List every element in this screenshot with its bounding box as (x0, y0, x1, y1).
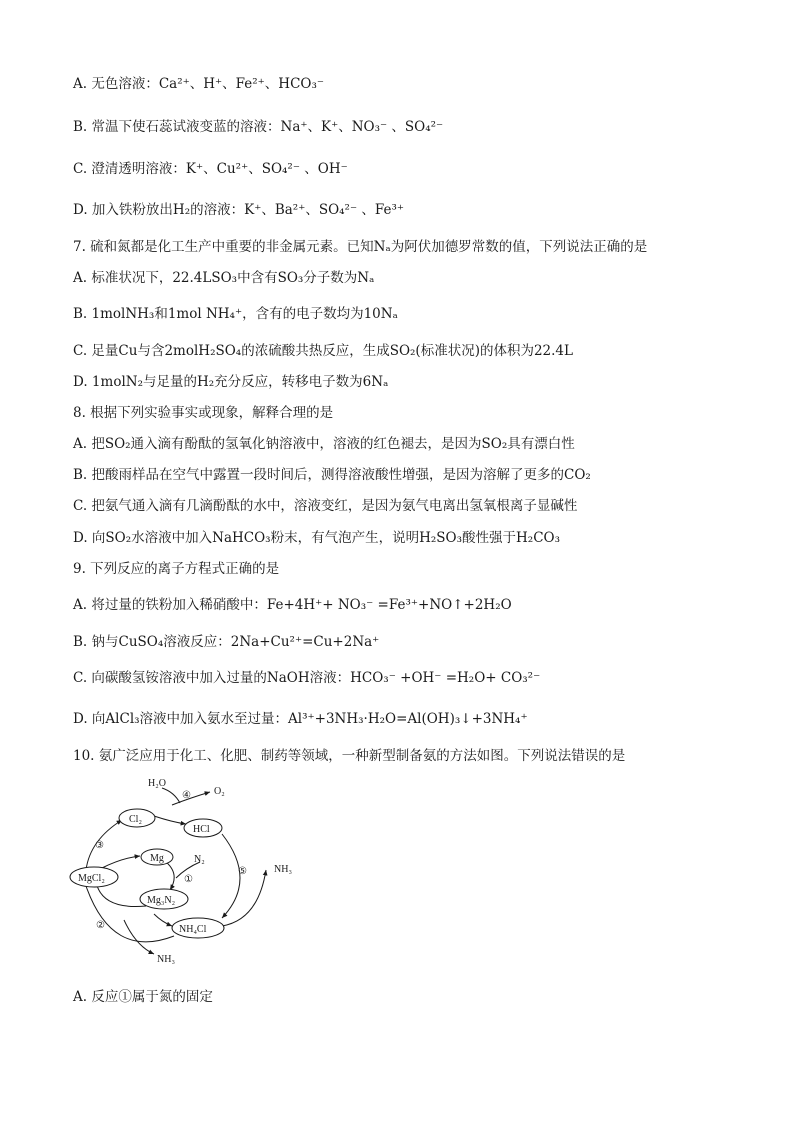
option-8c: C. 把氨气通入滴有几滴酚酞的水中，溶液变红，是因为氨气电离出氢氧根离子显碱性 (73, 498, 578, 514)
arrow-to-nh4cl (154, 914, 172, 926)
label-o2: O₂ (214, 786, 225, 797)
option-9c: C. 向碳酸氢铵溶液中加入过量的NaOH溶液：HCO₃⁻ +OH⁻ =H₂O+ CO₃²⁻ (73, 670, 541, 686)
label-nh4cl: NH₄Cl (179, 924, 207, 935)
option-6a: A. 无色溶液：Ca²⁺、H⁺、Fe²⁺、HCO₃⁻ (73, 76, 325, 92)
label-step3: ③ (95, 840, 104, 851)
option-10a: A. 反应①属于氮的固定 (73, 989, 213, 1005)
question-10-stem: 10. 氨广泛应用于化工、化肥、制药等领域，一种新型制备氨的方法如图。下列说法错误的是 (73, 748, 626, 764)
option-7c: C. 足量Cu与含2molH₂SO₄的浓硫酸共热反应，生成SO₂(标准状况)的体积为22.4L (73, 343, 573, 359)
option-9a: A. 将过量的铁粉加入稀硝酸中：Fe+4H⁺+ NO₃⁻ =Fe³⁺+NO↑+2H₂O (73, 597, 512, 613)
option-8a: A. 把SO₂通入滴有酚酞的氢氧化钠溶液中，溶液的红色褪去，是因为SO₂具有漂白性 (73, 436, 575, 452)
label-n2: N₂ (194, 854, 205, 865)
arrow-step1 (166, 862, 174, 890)
option-7d: D. 1molN₂与足量的H₂充分反应，转移电子数为6Nₐ (73, 374, 389, 390)
question-7-stem: 7. 硫和氮都是化工生产中重要的非金属元素。已知Nₐ为阿伏加德罗常数的值，下列说法正确的是 (73, 239, 648, 255)
arrow-h2o-in (162, 788, 180, 803)
label-mgcl2: MgCl₂ (78, 873, 105, 884)
option-8b: B. 把酸雨样品在空气中露置一段时间后，测得溶液酸性增强，是因为溶解了更多的CO₂ (73, 467, 591, 483)
label-mg3n2: Mg₃N₂ (147, 895, 176, 906)
label-mg: Mg (150, 853, 164, 864)
option-6d: D. 加入铁粉放出H₂的溶液：K⁺、Ba²⁺、SO₄²⁻ 、Fe³⁺ (73, 202, 405, 218)
option-9b: B. 钠与CuSO₄溶液反应：2Na+Cu²⁺=Cu+2Na⁺ (73, 634, 380, 650)
option-8d: D. 向SO₂水溶液中加入NaHCO₃粉末，有气泡产生，说明H₂SO₃酸性强于H₂CO₃ (73, 530, 561, 546)
option-7a: A. 标准状况下，22.4LSO₃中含有SO₃分子数为Nₐ (73, 270, 375, 286)
label-step1: ① (184, 874, 193, 885)
label-hcl: HCl (193, 824, 210, 835)
question-9-stem: 9. 下列反应的离子方程式正确的是 (73, 561, 280, 577)
arrow-nh3-bottom (124, 920, 154, 954)
option-9d: D. 向AlCl₃溶液中加入氨水至过量：Al³⁺+3NH₃·H₂O=Al(OH)₃↓+3NH₄⁺ (73, 711, 528, 727)
label-nh3-right: NH₃ (274, 864, 292, 875)
label-nh3-bottom: NH₃ (157, 954, 175, 965)
label-step4: ④ (182, 790, 191, 801)
label-step2: ② (96, 920, 105, 931)
arrow-step3 (86, 820, 122, 870)
label-cl2: Cl₂ (129, 814, 142, 825)
option-6c: C. 澄清透明溶液：K⁺、Cu²⁺、SO₄²⁻ 、OH⁻ (73, 161, 348, 177)
arrow-cl2-to-hcl (154, 816, 186, 824)
question-8-stem: 8. 根据下列实验事实或现象，解释合理的是 (73, 405, 334, 421)
label-h2o: H₂O (148, 778, 166, 789)
label-step5: ⑤ (238, 866, 247, 877)
arrow-mgcl2-to-mg (102, 856, 140, 868)
ammonia-cycle-diagram (62, 770, 322, 975)
option-7b: B. 1molNH₃和1mol NH₄⁺，含有的电子数均为10Nₐ (73, 306, 398, 322)
option-6b: B. 常温下使石蕊试液变蓝的溶液：Na⁺、K⁺、NO₃⁻ 、SO₄²⁻ (73, 119, 444, 135)
arrow-step5 (222, 870, 266, 926)
